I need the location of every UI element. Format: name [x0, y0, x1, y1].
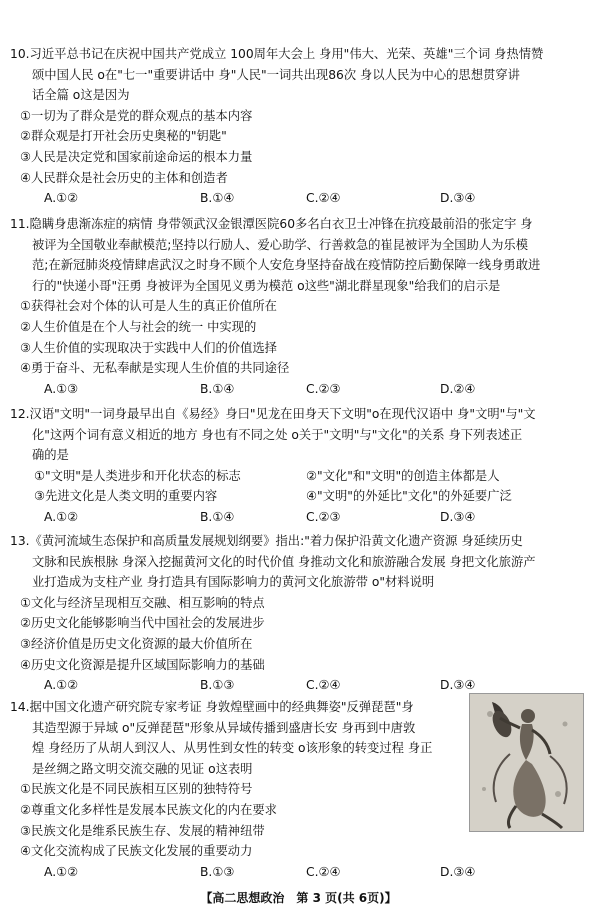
dunhuang-mural-image — [469, 693, 584, 832]
question-text-line: 化"这两个词有意义相近的地方 身也有不同之处 o关于"文明"与"文化"的关系 身下列表述正 — [32, 427, 523, 442]
choice-d: D.③④ — [440, 509, 476, 524]
question-text-line: 行的"快递小哥"汪勇 身被评为全国见义勇为模范 o这些"湖北群星现象"给我们的启示是 — [32, 278, 501, 293]
option-statement: ③先进文化是人类文明的重要内容 — [34, 489, 218, 504]
option-statement: ②尊重文化多样性是发展本民族文化的内在要求 — [20, 802, 277, 817]
choice-a: A.①② — [44, 509, 79, 524]
question-text-line: 14.据中国文化遗产研究院专家考证 身敦煌壁画中的经典舞姿"反弹琵琶"身 — [10, 700, 414, 714]
question-text-line: 是丝绸之路文明交流交融的见证 o这表明 — [32, 761, 253, 776]
question-11 — [10, 214, 588, 399]
question-13 — [10, 531, 588, 696]
choice-d: D.③④ — [440, 678, 476, 693]
question-text-line: 10.习近平总书记在庆祝中国共产党成立 100周年大会上 身用"伟大、光荣、英雄"三个词 身热情赞 — [10, 47, 544, 61]
option-statement: ③人生价值的实现取决于实践中人们的价值选择 — [20, 340, 277, 355]
question-text-line: 12.汉语"文明"一词身最早出自《易经》身曰"见龙在田身天下文明"o在现代汉语中 身"文明"与"文 — [10, 407, 536, 421]
question-text-line: 其造型源于异域 o"反弹琵琶"形象从异域传播到盛唐长安 身再到中唐敦 — [32, 720, 416, 735]
option-statement: ④勇于奋斗、无私奉献是实现人生价值的共同途径 — [20, 361, 290, 376]
option-statement: ③民族文化是维系民族生存、发展的精神纽带 — [20, 823, 265, 838]
choice-b: B.①④ — [200, 191, 235, 206]
option-statement: ①"文明"是人类进步和开化状态的标志 — [34, 468, 241, 483]
question-10 — [10, 44, 588, 209]
option-statement: ②"文化"和"文明"的创造主体都是人 — [306, 468, 500, 483]
option-statement: ④文化交流构成了民族文化发展的重要动力 — [20, 844, 253, 859]
option-statement: ①民族文化是不同民族相互区别的独特符号 — [20, 782, 253, 797]
option-statement: ②人生价值是在个人与社会的统一 中实现的 — [20, 319, 257, 334]
answer-choices — [10, 507, 588, 528]
option-pair-row — [10, 486, 588, 507]
option-statement: ①一切为了群众是党的群众观点的基本内容 — [20, 108, 253, 123]
choice-b: B.①③ — [200, 678, 235, 693]
question-text-line: 话全篇 o这是因为 — [32, 88, 130, 103]
option-statement: ④历史文化资源是提升区域国际影响力的基础 — [20, 657, 265, 672]
option-pair-row — [10, 466, 588, 487]
question-text-line: 确的是 — [32, 448, 69, 463]
mural-figure-illustration — [470, 694, 583, 831]
answer-choices — [10, 379, 588, 400]
option-statement: ②群众观是打开社会历史奥秘的"钥匙" — [20, 129, 227, 144]
question-text-line: 13.《黄河流域生态保护和高质量发展规划纲要》指出:"着力保护沿黄文化遗产资源 身延续历史 — [10, 534, 523, 548]
choice-a: A.①③ — [44, 381, 79, 396]
question-12 — [10, 404, 588, 528]
choice-b: B.①④ — [200, 509, 235, 524]
answer-choices — [10, 862, 476, 883]
option-statement: ④人民群众是社会历史的主体和创造者 — [20, 170, 228, 185]
choice-c: C.②③ — [306, 381, 341, 396]
question-text-line: 11.隐瞒身患渐冻症的病情 身带领武汉金银潭医院60多名白衣卫士冲锋在抗疫最前沿的张定宇 身 — [10, 217, 533, 231]
choice-c: C.②④ — [306, 191, 341, 206]
choice-d: D.③④ — [440, 191, 476, 206]
choice-c: C.②④ — [306, 678, 341, 693]
choice-a: A.①② — [44, 191, 79, 206]
option-statement: ①文化与经济呈现相互交融、相互影响的特点 — [20, 595, 265, 610]
page-footer: 【高二思想政治 第 3 页(共 6页)】 — [200, 891, 397, 905]
choice-a: A.①② — [44, 864, 79, 879]
choice-c: C.②③ — [306, 509, 341, 524]
question-text-line: 文脉和民族根脉 身深入挖掘黄河文化的时代价值 身推动文化和旅游融合发展 身把文化旅游产 — [32, 554, 536, 569]
question-14 — [10, 697, 476, 882]
choice-b: B.①④ — [200, 381, 235, 396]
choice-a: A.①② — [44, 678, 79, 693]
choice-b: B.①③ — [200, 864, 235, 879]
option-statement: ③经济价值是历史文化资源的最大价值所在 — [20, 636, 253, 651]
question-text-line: 颂中国人民 o在"七一"重要讲话中 身"人民"一词共出现86次 身以人民为中心的思想贯穿讲 — [32, 67, 520, 82]
question-text-line: 业打造成为支柱产业 身打造具有国际影响力的黄河文化旅游带 o"材料说明 — [32, 575, 435, 590]
question-text-line: 范;在新冠肺炎疫情肆虐武汉之时身不顾个人安危身坚持奋战在疫情防控后勤保障一线身勇敢进 — [32, 258, 541, 273]
option-statement: ④"文明"的外延比"文化"的外延要广泛 — [306, 489, 512, 504]
option-statement: ③人民是决定党和国家前途命运的根本力量 — [20, 149, 253, 164]
choice-d: D.②④ — [440, 381, 476, 396]
option-statement: ①获得社会对个体的认可是人生的真正价值所在 — [20, 299, 277, 314]
choice-d: D.③④ — [440, 864, 476, 879]
option-statement: ②历史文化能够影响当代中国社会的发展进步 — [20, 616, 265, 631]
answer-choices — [10, 188, 588, 209]
question-text-line: 煌 身经历了从胡人到汉人、从男性到女性的转变 o该形象的转变过程 身正 — [32, 741, 433, 756]
question-text-line: 被评为全国敬业奉献模范;坚持以行励人、爱心助学、行善救急的崔昆被评为全国助人为乐模 — [32, 237, 529, 252]
choice-c: C.②④ — [306, 864, 341, 879]
